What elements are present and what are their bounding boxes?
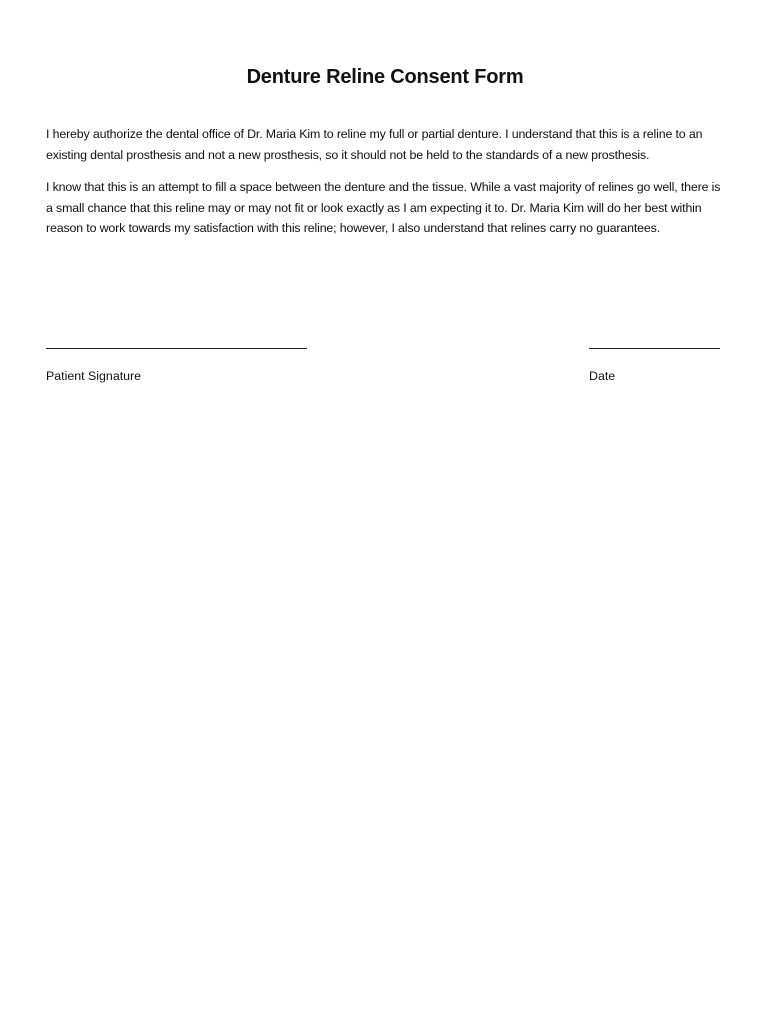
consent-paragraph-disclaimer: I know that this is an attempt to fill a space between the denture and the tissue. While a vast majority of relines go well, there is a small chance that this reline may or may not fit or look exactly as I am expecting it to. Dr. Maria Kim will do her best within reason to work towards my satisfaction with this reline; however, I also understand that relines carry no guarantees. [46,180,721,235]
date-label: Date [589,369,616,383]
patient-signature-label: Patient Signature [46,369,142,383]
patient-signature-line[interactable] [46,348,307,349]
date-signature-line[interactable] [589,348,720,349]
page-title: Denture Reline Consent Form [246,66,524,88]
consent-paragraph-authorization: I hereby authorize the dental office of Dr. Maria Kim to reline my full or partial denture. I understand that this is a reline to an existing dental prosthesis and not a new prosthesis, so it should not be held to the standards of a new prosthesis. [46,127,703,162]
